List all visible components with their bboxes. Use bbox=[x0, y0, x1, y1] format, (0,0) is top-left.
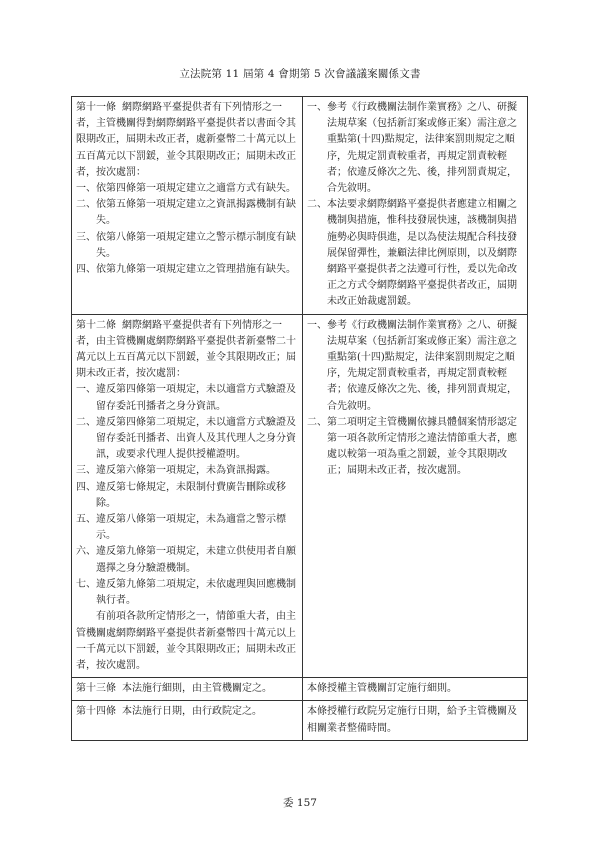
article-paragraph: 有前項各款所定情形之一，情節重大者，由主管機關處網際網路平臺提供者新臺幣四十萬元以上一千萬元以下罰鍰，並令其限期改正；屆期未改正者，按次處罰。 bbox=[76, 611, 296, 671]
bill-comparison-table bbox=[71, 96, 528, 741]
explanation-note: 一、參考《行政機關法制作業實務》之八、研擬法規草案（包括新訂案或修正案）需注意之重點第(十四)點規定，法律案罰則規定之順序，先規定罰責較重者，再規定罰責較輕者；依違反條次之先、後，排列罰責規定，合先敘明。 bbox=[307, 319, 517, 412]
article-item: 四、依第九條第一項規定建立之管理措施有缺失。 bbox=[76, 264, 296, 276]
article-item: 三、依第八條第一項規定建立之警示標示制度有缺失。 bbox=[76, 231, 296, 259]
explanation-note: 二、第二項明定主管機關依據具體個案情形認定第一項各款所定情形之違法情節重大者，應處以較第一項為重之罰鍰，並令其限期改正；屆期未改正者，按次處罰。 bbox=[307, 416, 517, 477]
article-item: 二、違反第四條第二項規定，未以適當方式驗證及留存委託刊播者、出資人及其代理人之身分資訊，或要求代理人提供授權證明。 bbox=[76, 416, 296, 461]
article-cell bbox=[72, 97, 303, 315]
article-cell bbox=[72, 314, 303, 677]
article-number: 第十三條 bbox=[76, 683, 116, 695]
article-number: 第十二條 bbox=[76, 319, 116, 331]
article-item: 五、違反第八條第一項規定，未為適當之警示標示。 bbox=[76, 514, 286, 542]
explanation-cell bbox=[303, 678, 528, 701]
article-body: 本法施行細則，由主管機關定之。 bbox=[122, 683, 272, 695]
article-item: 三、違反第六條第一項規定，未為資訊揭露。 bbox=[76, 465, 276, 477]
article-row bbox=[72, 97, 528, 315]
article-item: 二、依第五條第一項規定建立之資訊揭露機制有缺失。 bbox=[76, 199, 296, 227]
explanation-note: 一、參考《行政機關法制作業實務》之八、研擬法規草案（包括新訂案或修正案）需注意之重點第(十四)點規定，法律案罰則規定之順序，先規定罰責較重者，再規定罰責較輕者；依違反條次之先、後，排列罰責規定，合先敘明。 bbox=[307, 102, 517, 195]
article-row bbox=[72, 678, 528, 701]
explanation-cell bbox=[303, 701, 528, 740]
article-item: 一、依第四條第一項規定建立之適當方式有缺失。 bbox=[76, 183, 296, 195]
page-number: 委 157 bbox=[283, 797, 317, 809]
article-row bbox=[72, 314, 528, 677]
article-item: 一、違反第四條第一項規定，未以適當方式驗證及留存委託刊播者之身分資訊。 bbox=[76, 384, 296, 412]
article-text bbox=[76, 681, 298, 697]
article-item: 七、違反第九條第二項規定，未依處理與回應機制執行者。 bbox=[76, 578, 296, 607]
article-number: 第十四條 bbox=[76, 706, 116, 718]
article-item: 四、違反第七條規定，未限制付費廣告刪除或移除。 bbox=[76, 481, 286, 509]
article-text bbox=[76, 704, 298, 720]
explanation-cell bbox=[303, 97, 528, 315]
article-row bbox=[72, 701, 528, 740]
article-text bbox=[76, 318, 298, 383]
article-number: 第十一條 bbox=[76, 102, 116, 113]
explanation-note: 本條授權主管機關訂定施行細則。 bbox=[307, 683, 457, 695]
explanation-note: 本條授權行政院另定施行日期，給予主管機關及相關業者整備時間。 bbox=[307, 706, 517, 734]
article-cell bbox=[72, 678, 303, 701]
article-cell bbox=[72, 701, 303, 740]
document-header: 立法院第 11 屆第 4 會期第 5 次會議議案關係文書 bbox=[179, 68, 421, 80]
article-item: 六、違反第九條第一項規定，未建立供使用者自願選擇之身分驗證機制。 bbox=[76, 546, 296, 574]
article-body: 網際網路平臺提供者有下列情形之一者，主管機關得對網際網路平臺提供者以書面令其限期改正，屆期未改正者，處新臺幣二十萬元以上五百萬元以下罰鍰，並令其限期改正；屆期未改正者，按次處罰： bbox=[76, 102, 296, 178]
article-text bbox=[76, 100, 298, 181]
article-body: 本法施行日期，由行政院定之。 bbox=[122, 706, 262, 718]
article-body: 網際網路平臺提供者有下列情形之一者，由主管機關處網際網路平臺提供者新臺幣二十萬元以上五百萬元以下罰鍰，並令其限期改正；屆期未改正者，按次處罰： bbox=[76, 319, 296, 380]
explanation-cell bbox=[303, 314, 528, 677]
explanation-note: 二、本法要求網際網路平臺提供者應建立相關之機制與措施，惟科技發展快速，該機制與措施勢必與時俱進，是以為使法規配合科技發展保留彈性，兼顧法律比例原則，以及網際網路平臺提供者之法遵可行性，爰以先命改正之方式令網際網路平臺提供者改正，屆期未改正始裁處罰鍰。 bbox=[307, 199, 517, 308]
